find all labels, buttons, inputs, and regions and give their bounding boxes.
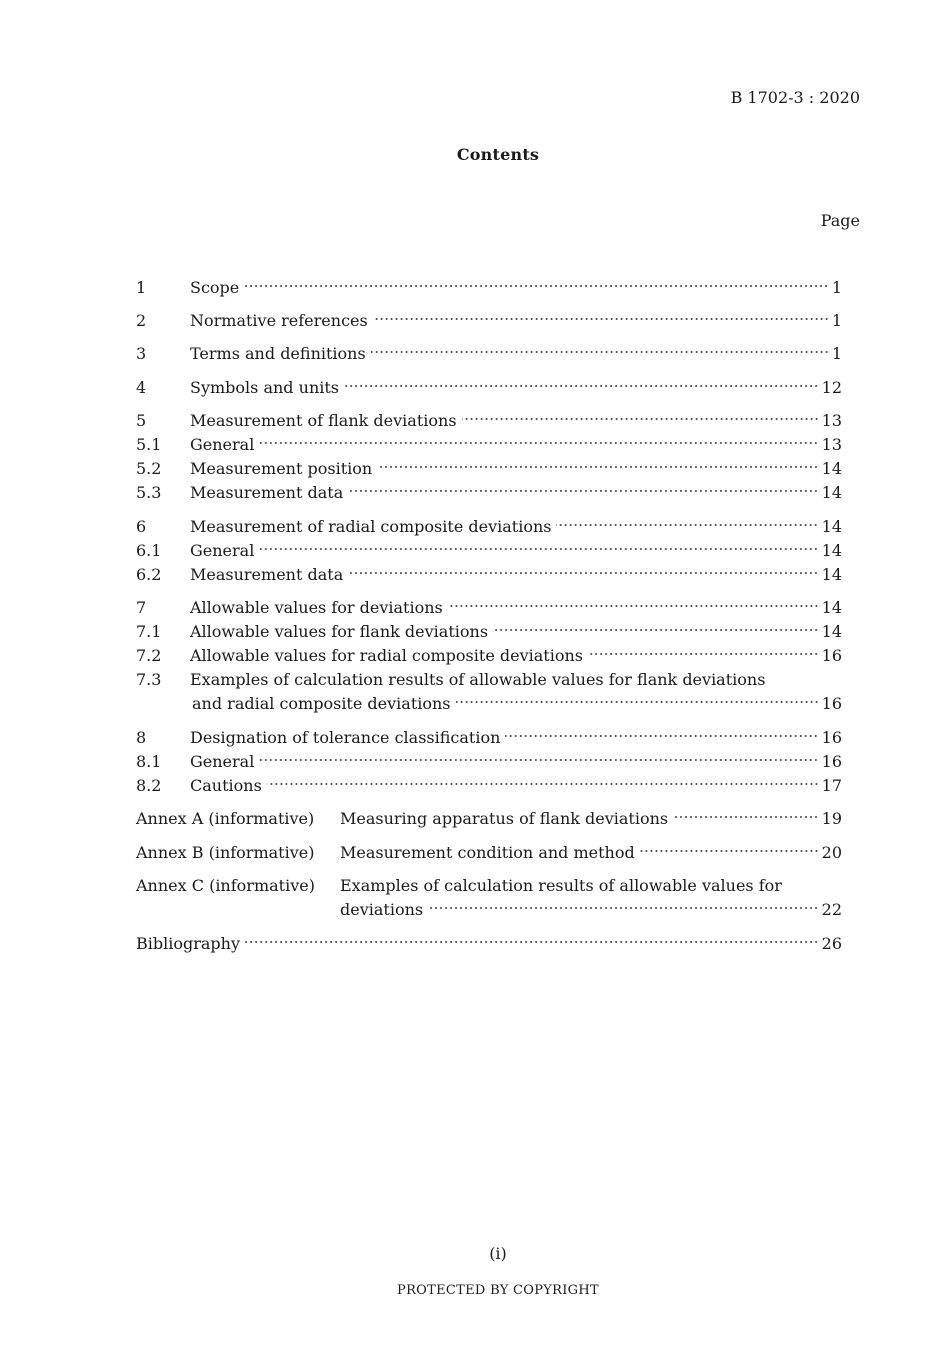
dot-leader bbox=[348, 570, 818, 576]
toc-page-number: 14 bbox=[821, 622, 842, 641]
page-title: Contents bbox=[456, 145, 540, 164]
toc-page-number: 19 bbox=[821, 809, 842, 828]
toc-page-number: 14 bbox=[821, 483, 842, 502]
toc-page-number: 20 bbox=[821, 843, 842, 862]
toc-number: 4 bbox=[136, 378, 147, 397]
dot-leader bbox=[456, 699, 819, 705]
toc-label: Scope bbox=[190, 278, 240, 297]
toc-label: Measurement of radial composite deviations bbox=[190, 517, 552, 536]
toc-page-number: 1 bbox=[831, 344, 842, 363]
toc-label-line-1: Examples of calculation results of allowable values for bbox=[340, 876, 782, 895]
dot-leader bbox=[377, 464, 818, 470]
annex-designation: Annex B (informative) bbox=[136, 843, 315, 862]
annex-designation: Annex C (informative) bbox=[136, 876, 315, 895]
toc-entry-3[interactable] bbox=[136, 343, 842, 365]
toc-entry-7-1[interactable] bbox=[136, 621, 842, 643]
toc-label: General bbox=[190, 435, 255, 454]
toc-entry-2[interactable] bbox=[136, 310, 842, 332]
toc-label: Designation of tolerance classification bbox=[190, 728, 501, 747]
toc-number: 7.3 bbox=[136, 670, 162, 689]
toc-page-number: 12 bbox=[821, 378, 842, 397]
toc-number: 7.2 bbox=[136, 646, 162, 665]
toc-page-number: 22 bbox=[821, 900, 842, 919]
toc-page-number: 16 bbox=[821, 694, 842, 713]
toc-label: Measuring apparatus of flank deviations bbox=[340, 809, 669, 828]
toc-entry-8-1[interactable] bbox=[136, 751, 842, 773]
toc-number: 2 bbox=[136, 311, 147, 330]
table-of-contents bbox=[136, 0, 842, 1000]
dot-leader bbox=[348, 488, 818, 494]
dot-leader bbox=[267, 781, 819, 787]
toc-number: 8 bbox=[136, 728, 147, 747]
toc-entry-5[interactable] bbox=[136, 410, 842, 432]
toc-page-number: 13 bbox=[821, 435, 842, 454]
dot-leader bbox=[245, 939, 819, 945]
dot-leader bbox=[640, 848, 819, 854]
dot-leader bbox=[428, 905, 819, 911]
dot-leader bbox=[556, 522, 818, 528]
toc-page-number: 16 bbox=[821, 752, 842, 771]
toc-label: Allowable values for radial composite deviations bbox=[190, 646, 583, 665]
toc-entry-5-1[interactable] bbox=[136, 434, 842, 456]
toc-number: 6.1 bbox=[136, 541, 162, 560]
toc-page-number: 14 bbox=[821, 459, 842, 478]
toc-entry-5-2[interactable] bbox=[136, 458, 842, 480]
toc-label-line-1: Examples of calculation results of allowable values for flank deviations bbox=[190, 670, 766, 689]
dot-leader bbox=[588, 651, 819, 657]
toc-bibliography[interactable] bbox=[136, 933, 842, 955]
toc-page-number: 17 bbox=[821, 776, 842, 795]
toc-number: 7.1 bbox=[136, 622, 162, 641]
toc-entry-4[interactable] bbox=[136, 377, 842, 399]
toc-label: Measurement data bbox=[190, 565, 344, 584]
toc-label-line-2: deviations bbox=[340, 900, 424, 919]
toc-label: Normative references bbox=[190, 311, 368, 330]
dot-leader bbox=[244, 283, 829, 289]
toc-number: 8.2 bbox=[136, 776, 162, 795]
toc-number: 3 bbox=[136, 344, 147, 363]
toc-page-number: 1 bbox=[831, 311, 842, 330]
toc-entry-8-2[interactable] bbox=[136, 775, 842, 797]
toc-label-line-2: and radial composite deviations bbox=[192, 694, 451, 713]
toc-entry-6-1[interactable] bbox=[136, 540, 842, 562]
dot-leader bbox=[493, 627, 819, 633]
toc-annex-b[interactable] bbox=[136, 842, 842, 864]
toc-page-number: 14 bbox=[821, 517, 842, 536]
dot-leader bbox=[259, 440, 818, 446]
toc-label: General bbox=[190, 541, 255, 560]
toc-label: Symbols and units bbox=[190, 378, 339, 397]
dot-leader bbox=[505, 733, 818, 739]
toc-entry-7-2[interactable] bbox=[136, 645, 842, 667]
toc-number: 6 bbox=[136, 517, 147, 536]
toc-label: Allowable values for deviations bbox=[190, 598, 443, 617]
footer-page-number: (i) bbox=[489, 1244, 507, 1263]
toc-number: 7 bbox=[136, 598, 147, 617]
toc-page-number: 16 bbox=[821, 646, 842, 665]
toc-label: Measurement data bbox=[190, 483, 344, 502]
toc-number: 5.1 bbox=[136, 435, 162, 454]
toc-number: 1 bbox=[136, 278, 147, 297]
dot-leader bbox=[373, 316, 829, 322]
annex-designation: Annex A (informative) bbox=[136, 809, 315, 828]
toc-page-number: 13 bbox=[821, 411, 842, 430]
toc-page-number: 1 bbox=[831, 278, 842, 297]
toc-label: Measurement position bbox=[190, 459, 373, 478]
dot-leader bbox=[259, 757, 818, 763]
toc-annex-a[interactable] bbox=[136, 808, 842, 830]
toc-entry-6-2[interactable] bbox=[136, 564, 842, 586]
toc-label: Terms and definitions bbox=[190, 344, 366, 363]
dot-leader bbox=[462, 416, 819, 422]
toc-entry-7-3[interactable] bbox=[136, 669, 842, 691]
toc-page-number: 14 bbox=[821, 565, 842, 584]
toc-number: 8.1 bbox=[136, 752, 162, 771]
toc-entry-8[interactable] bbox=[136, 727, 842, 749]
dot-leader bbox=[344, 383, 819, 389]
toc-annex-c[interactable] bbox=[136, 875, 842, 897]
dot-leader bbox=[371, 349, 829, 355]
dot-leader bbox=[673, 814, 819, 820]
toc-number: 5.2 bbox=[136, 459, 162, 478]
toc-page-number: 16 bbox=[821, 728, 842, 747]
toc-page-number: 14 bbox=[821, 598, 842, 617]
copyright-notice: PROTECTED BY COPYRIGHT bbox=[397, 1283, 599, 1298]
toc-entry-5-3[interactable] bbox=[136, 482, 842, 504]
toc-entry-7[interactable] bbox=[136, 597, 842, 619]
dot-leader bbox=[448, 603, 819, 609]
toc-label: Cautions bbox=[190, 776, 262, 795]
toc-label: Allowable values for flank deviations bbox=[190, 622, 489, 641]
toc-entry-7-3-continued[interactable] bbox=[136, 693, 842, 715]
toc-entry-1[interactable] bbox=[136, 277, 842, 299]
page-column-header: Page bbox=[820, 211, 860, 230]
toc-label: Measurement condition and method bbox=[340, 843, 635, 862]
toc-label: General bbox=[190, 752, 255, 771]
toc-number: 6.2 bbox=[136, 565, 162, 584]
toc-page-number: 26 bbox=[821, 934, 842, 953]
toc-number: 5.3 bbox=[136, 483, 162, 502]
toc-annex-c-continued[interactable] bbox=[136, 899, 842, 921]
toc-label: Measurement of flank deviations bbox=[190, 411, 457, 430]
toc-number: 5 bbox=[136, 411, 147, 430]
toc-label: Bibliography bbox=[136, 934, 240, 953]
dot-leader bbox=[259, 546, 818, 552]
toc-entry-6[interactable] bbox=[136, 516, 842, 538]
toc-page-number: 14 bbox=[821, 541, 842, 560]
document-id: B 1702-3 : 2020 bbox=[730, 88, 860, 107]
